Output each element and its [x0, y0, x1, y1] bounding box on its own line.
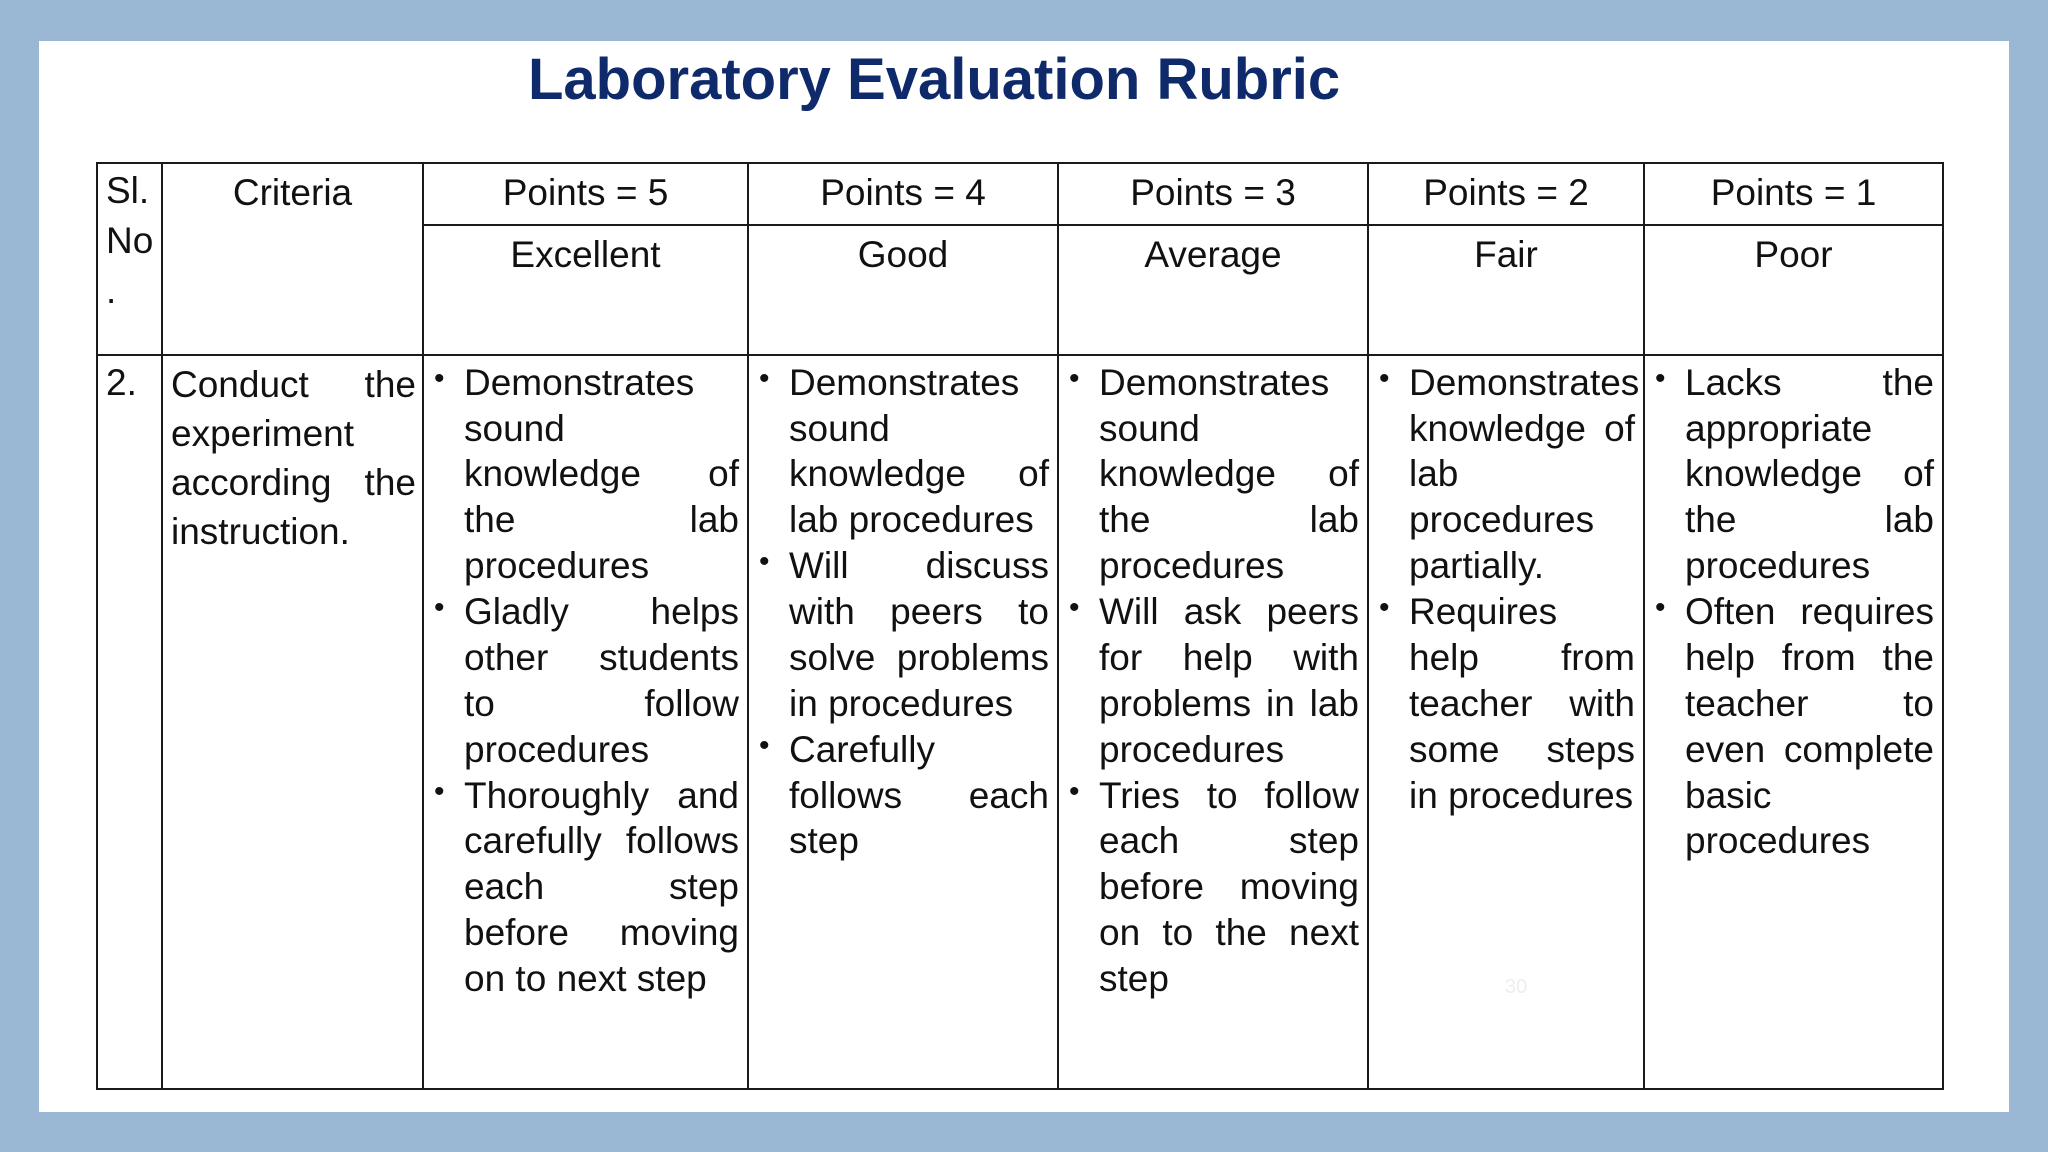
header-sl-no-label: Sl. No .	[106, 170, 154, 311]
header-points-4: Points = 4	[748, 163, 1058, 225]
descriptor-item: • Often requires help from the teacher to even complete basic procedures	[1685, 589, 1934, 864]
descriptor-list	[1059, 356, 1367, 1002]
row-sl-number: 2.	[97, 355, 162, 1089]
cell-average	[1058, 355, 1368, 1089]
descriptor-list	[424, 356, 747, 1002]
cell-good	[748, 355, 1058, 1089]
descriptor-item: • Lacks the appropriate knowledge of the lab procedures	[1685, 360, 1934, 589]
slide-page-number: 30	[1505, 976, 1528, 998]
descriptor-item: • Demonstrates sound knowledge of the lab procedures	[1099, 360, 1359, 589]
descriptor-list	[749, 356, 1057, 865]
descriptor-item: • Demonstrates sound knowledge of lab procedures	[789, 360, 1049, 544]
header-points-3: Points = 3	[1058, 163, 1368, 225]
descriptor-item: • Gladly helps other students to follow procedures	[464, 589, 739, 773]
descriptor-list	[1645, 356, 1942, 865]
descriptor-list	[1369, 356, 1643, 819]
rubric-table	[96, 162, 1944, 1090]
slide-right-accent-band	[2009, 164, 2048, 1112]
header-criteria	[162, 163, 423, 355]
descriptor-item: • Tries to follow each step before moving on to the next step	[1099, 773, 1359, 1002]
header-row-points	[97, 163, 1943, 225]
descriptor-item: • Will discuss with peers to solve problems in procedures	[789, 543, 1049, 727]
descriptor-item: • Thoroughly and carefully follows each step before moving on to next step	[464, 773, 739, 1002]
descriptor-item: • Will ask peers for help with problems in lab procedures	[1099, 589, 1359, 773]
header-level-excellent: Excellent	[423, 225, 748, 355]
header-sl-no	[97, 163, 162, 355]
descriptor-item: • Demonstrates sound knowledge of the lab procedures	[464, 360, 739, 589]
header-level-fair: Fair	[1368, 225, 1644, 355]
criteria-row	[97, 355, 1943, 1089]
cell-excellent	[423, 355, 748, 1089]
cell-poor	[1644, 355, 1943, 1089]
descriptor-item: • Carefully follows each step	[789, 727, 1049, 865]
header-level-good: Good	[748, 225, 1058, 355]
descriptor-item: • Demonstrates knowledge of lab procedures partially.	[1409, 360, 1635, 589]
header-level-average: Average	[1058, 225, 1368, 355]
header-level-poor: Poor	[1644, 225, 1943, 355]
header-points-2: Points = 2	[1368, 163, 1644, 225]
row-criteria-text: Conduct the experiment according the instruction.	[162, 355, 423, 1089]
slide-title: Laboratory Evaluation Rubric	[528, 47, 1341, 112]
header-points-1: Points = 1	[1644, 163, 1943, 225]
header-points-5: Points = 5	[423, 163, 748, 225]
descriptor-item: • Requires help from teacher with some steps in procedures	[1409, 589, 1635, 818]
slide-top-accent-strip	[0, 0, 512, 41]
header-criteria-label: Criteria	[232, 172, 353, 213]
